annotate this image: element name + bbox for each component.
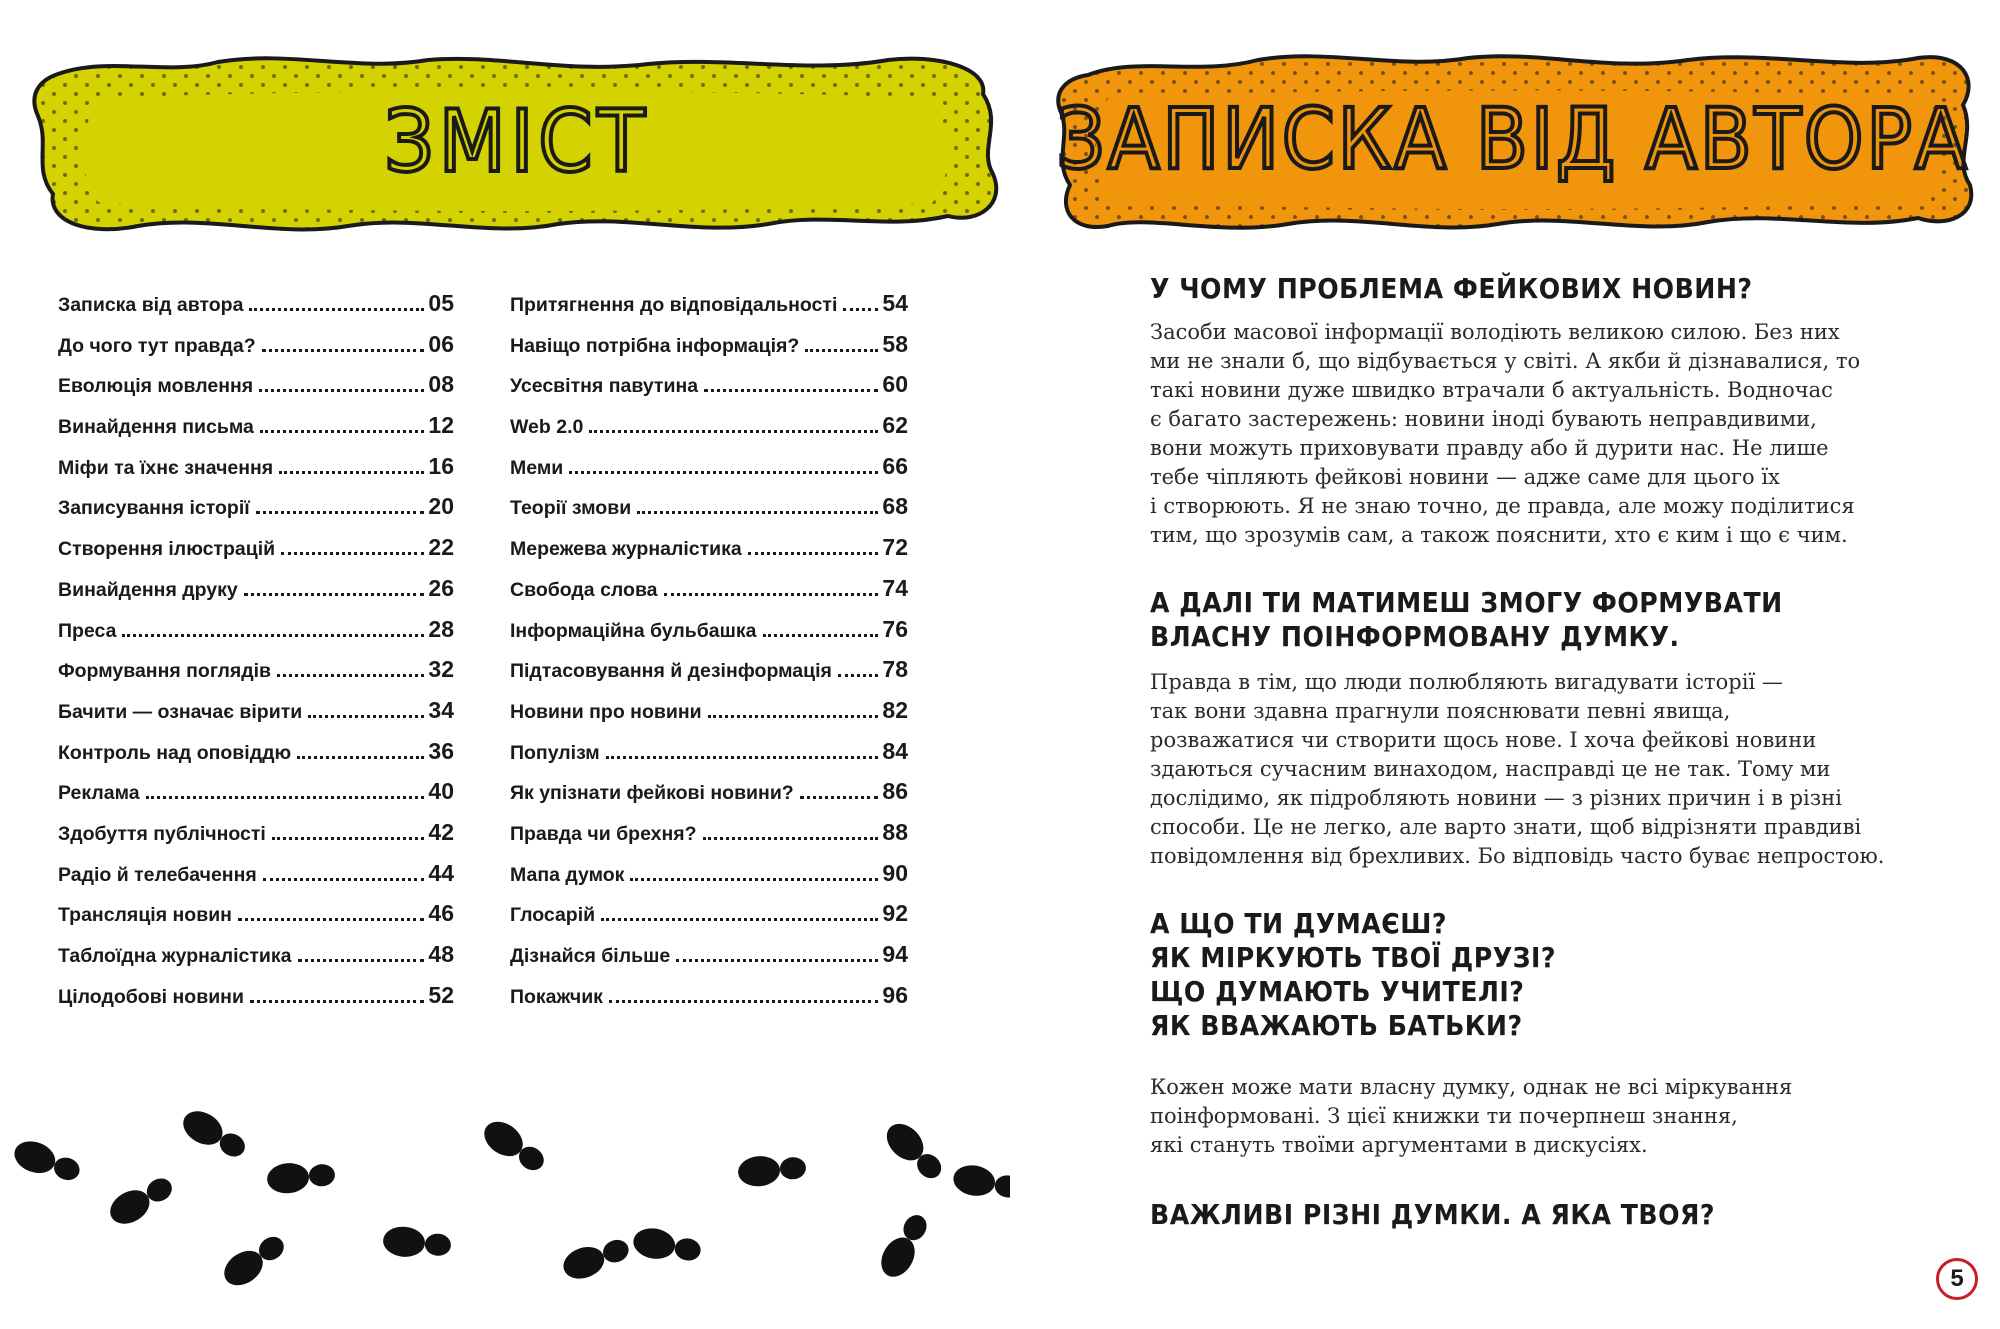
toc-dot-leader: [609, 1000, 878, 1003]
toc-entry: [58, 778, 454, 819]
toc-dot-leader: [843, 308, 878, 311]
toc-entry: [58, 819, 454, 860]
toc-entry-page: 92: [882, 900, 908, 927]
toc-dot-leader: [238, 918, 424, 921]
toc-entry-page: 66: [882, 452, 908, 479]
toc-entry-page: 36: [428, 737, 454, 764]
footprint-9: [631, 1225, 703, 1266]
toc-dot-leader: [297, 756, 424, 759]
toc-entry-title: Покажчик: [510, 985, 603, 1008]
toc-entry-page: 54: [882, 290, 908, 316]
footprint-6: [382, 1225, 452, 1261]
toc-entry: [510, 941, 908, 982]
toc-dot-leader: [244, 593, 425, 596]
toc-entry-title: Здобуття публічності: [58, 822, 266, 845]
toc-entry: [58, 900, 454, 941]
footprint-4: [266, 1159, 336, 1195]
toc-entry: [510, 412, 908, 453]
toc-entry: [510, 656, 908, 697]
footprint-10: [737, 1152, 807, 1188]
toc-dot-leader: [259, 389, 424, 392]
toc-dot-leader: [763, 634, 879, 637]
toc-entry-title: Цілодобові новини: [58, 985, 244, 1008]
toc-entry: [58, 738, 454, 779]
toc-entry: [58, 697, 454, 738]
toc-entry: [58, 534, 454, 575]
toc-entry: [510, 371, 908, 412]
toc-dot-leader: [250, 1000, 424, 1003]
author-note-title: ЗАПИСКА ВІД АВТОРА: [1056, 90, 1970, 188]
toc-entry: [58, 290, 454, 331]
toc-dot-leader: [262, 349, 425, 352]
toc-entry: [510, 778, 908, 819]
footprint-3: [177, 1105, 251, 1165]
toc-entry-title: Формування поглядів: [58, 660, 272, 683]
footprint-11: [880, 1117, 949, 1186]
toc-entry-title: Трансляція новин: [58, 904, 232, 927]
toc-entry-page: 86: [882, 778, 908, 805]
toc-entry-title: Радіо й телебачення: [58, 863, 257, 886]
toc-entry-page: 72: [882, 534, 908, 561]
footprint-13: [951, 1162, 1010, 1203]
toc-column-2: [510, 290, 908, 1022]
toc-entry-title: Усесвітня павутина: [510, 375, 699, 398]
toc-entry: [510, 860, 908, 901]
toc-entry: [58, 941, 454, 982]
toc-dot-leader: [569, 471, 878, 474]
toc-entry-title: Міфи та їхнє значення: [58, 456, 274, 479]
toc-entry: [510, 900, 908, 941]
toc-entry-title: Дізнайся більше: [510, 945, 671, 967]
toc-entry-title: Web 2.0: [510, 416, 584, 439]
toc-entry-page: 94: [882, 941, 908, 967]
toc-entry: [510, 534, 908, 575]
toc-dot-leader: [637, 511, 878, 514]
toc-entry-title: Таблоїдна журналістика: [58, 945, 292, 967]
toc-entry-title: Реклама: [58, 782, 140, 805]
footprint-7: [478, 1115, 551, 1179]
toc-entry-title: Теорії змови: [510, 497, 632, 520]
toc-entry: [58, 371, 454, 412]
toc-dot-leader: [272, 837, 425, 840]
toc-dot-leader: [676, 959, 878, 962]
toc-dot-leader: [838, 674, 878, 677]
toc-entry-page: 74: [882, 574, 908, 601]
toc-entry-page: 48: [428, 941, 454, 967]
toc-entry: [510, 575, 908, 616]
heading-form-opinion: А ДАЛІ ТИ МАТИМЕШ ЗМОГУ ФОРМУВАТИ ВЛАСНУ ПОІНФОРМОВАНУ ДУМКУ.: [1150, 586, 1783, 653]
toc-entry-title: Мережева журналістика: [510, 538, 742, 561]
toc-entry: [510, 453, 908, 494]
toc-entry: [58, 412, 454, 453]
toc-entry-page: 58: [882, 330, 908, 357]
contents-title: ЗМІСТ: [384, 92, 650, 192]
toc-entry: [58, 453, 454, 494]
toc-entry-title: Бачити — означає вірити: [58, 700, 303, 723]
toc-entry-page: 22: [428, 534, 454, 561]
toc-entry: [510, 616, 908, 657]
toc-dot-leader: [308, 715, 424, 718]
footprint-12: [875, 1209, 935, 1283]
toc-dot-leader: [589, 430, 878, 433]
toc-entry-page: 76: [882, 615, 908, 642]
author-note-article: [1150, 272, 1890, 1232]
toc-entry-page: 84: [882, 737, 908, 764]
toc-dot-leader: [805, 349, 878, 352]
toc-entry-page: 78: [882, 656, 908, 683]
toc-entry-page: 12: [428, 412, 454, 439]
toc-dot-leader: [630, 878, 878, 881]
toc-entry-page: 28: [428, 615, 454, 642]
toc-entry-page: 88: [882, 818, 908, 845]
toc-entry-page: 82: [882, 696, 908, 723]
toc-entry: [510, 331, 908, 372]
heading-fake-news-problem: У ЧОМУ ПРОБЛЕМА ФЕЙКОВИХ НОВИН?: [1150, 272, 1753, 305]
toc-entry: [58, 616, 454, 657]
toc-entry: [58, 331, 454, 372]
toc-dot-leader: [704, 389, 878, 392]
toc-entry-title: Новини про новини: [510, 700, 702, 723]
toc-entry-title: Створення ілюстрацій: [58, 538, 276, 561]
toc-dot-leader: [601, 918, 878, 921]
toc-entry: [510, 697, 908, 738]
toc-column-1: [58, 290, 454, 1022]
paragraph-media-power: Засоби масової інформації володіють великою силою. Без них ми не знали б, що відбувається у світі. А якби й дізнавалися, то такі новини дуже швидко втрачали б актуальність. Водночас є багато застережень: новини іноді бувають неправдивими, вони можуть приховувати правду або й дурити нас. Не лише тебе чіпляють фейкові новини — адже саме для цього їх і створюють. Я не знаю точно, де правда, але можу поділитися тим, що зрозумів сам, а також пояснити, хто є ким і що є чим.: [1150, 320, 1861, 547]
toc-entry-page: 08: [428, 371, 454, 398]
toc-entry-page: 16: [428, 452, 454, 479]
toc-dot-leader: [249, 308, 424, 311]
toc-entry-title: До чого тут правда?: [58, 334, 256, 357]
toc-entry-page: 20: [428, 493, 454, 520]
toc-dot-leader: [260, 430, 425, 433]
toc-dot-leader: [298, 959, 425, 962]
footprint-8: [559, 1233, 633, 1284]
toc-entry-page: 05: [428, 290, 454, 316]
toc-dot-leader: [279, 471, 424, 474]
toc-entry-title: Правда чи брехня?: [510, 822, 697, 845]
toc-entry-title: Записування історії: [58, 497, 250, 520]
toc-entry-page: 26: [428, 574, 454, 601]
toc-entry-title: Глосарій: [510, 904, 596, 927]
toc-entry-title: Інформаційна бульбашка: [510, 619, 757, 642]
toc-entry-page: 44: [428, 859, 454, 886]
footprint-2: [104, 1171, 178, 1231]
toc-entry-title: Притягнення до відповідальності: [510, 294, 838, 316]
toc-dot-leader: [800, 796, 879, 799]
toc-dot-leader: [277, 674, 424, 677]
toc-entry: [510, 290, 908, 331]
toc-entry-title: Преса: [58, 619, 117, 642]
toc-entry-page: 60: [882, 371, 908, 398]
footprints-icon: [0, 1080, 1010, 1329]
toc-entry-title: Навіщо потрібна інформація?: [510, 334, 800, 357]
toc-entry-title: Винайдення письма: [58, 416, 254, 439]
toc-entry-title: Популізм: [510, 741, 600, 764]
heading-questions: А ЩО ТИ ДУМАЄШ? ЯК МІРКУЮТЬ ТВОЇ ДРУЗІ? ЩО ДУМАЮТЬ УЧИТЕЛІ? ЯК ВВАЖАЮТЬ БАТЬКИ?: [1150, 907, 1557, 1042]
toc-entry-page: 68: [882, 493, 908, 520]
heading-your-opinion: ВАЖЛИВІ РІЗНІ ДУМКИ. А ЯКА ТВОЯ?: [1150, 1198, 1716, 1231]
page-number: 5: [1936, 1258, 1978, 1300]
toc-entry-page: 32: [428, 656, 454, 683]
toc-dot-leader: [263, 878, 425, 881]
paragraph-own-opinion: Кожен може мати власну думку, однак не всі міркування поінформовані. З цієї книжки ти почерпнеш знання, які стануть твоїми аргументами в дискусіях.: [1150, 1075, 1793, 1157]
toc-entry-title: Еволюція мовлення: [58, 375, 254, 398]
toc-entry-page: 52: [428, 981, 454, 1008]
toc-entry: [58, 982, 454, 1023]
toc-entry-title: Меми: [510, 456, 564, 479]
toc-dot-leader: [281, 552, 424, 555]
toc-entry-title: Записка від автора: [58, 294, 244, 316]
toc-entry-title: Свобода слова: [510, 578, 658, 601]
toc-entry-page: 90: [882, 859, 908, 886]
footprint-5: [218, 1229, 291, 1293]
contents-banner: [28, 54, 1006, 244]
toc-dot-leader: [748, 552, 879, 555]
toc-dot-leader: [708, 715, 879, 718]
paragraph-people-love-stories: Правда в тім, що люди полюбляють вигадувати історії — так вони здавна прагнули пояснювати певні явища, розважатися чи створити щось нове. І хоча фейкові новини здаються сучасним винаходом, насправді це не так. Тому ми дослідимо, як підробляють новини — з різних причин і в різні способи. Це не легко, але варто знати, щоб відрізняти правдиві повідомлення від брехливих. Бо відповідь часто буває непростою.: [1150, 670, 1885, 868]
toc-entry-page: 42: [428, 818, 454, 845]
toc-entry-title: Як упізнати фейкові новини?: [510, 782, 794, 805]
toc-entry-page: 40: [428, 778, 454, 805]
toc-dot-leader: [664, 593, 879, 596]
toc-entry-page: 06: [428, 330, 454, 357]
toc-entry: [58, 493, 454, 534]
toc-dot-leader: [146, 796, 425, 799]
toc-entry: [510, 738, 908, 779]
toc-entry: [510, 982, 908, 1023]
toc-entry-page: 46: [428, 900, 454, 927]
footprint-1: [10, 1136, 84, 1187]
toc-entry-page: 62: [882, 412, 908, 439]
toc-dot-leader: [256, 511, 425, 514]
toc-entry: [58, 656, 454, 697]
toc-dot-leader: [122, 634, 424, 637]
toc-entry: [58, 860, 454, 901]
toc-dot-leader: [703, 837, 879, 840]
toc-entry: [510, 819, 908, 860]
toc-entry-title: Винайдення друку: [58, 578, 238, 601]
toc-dot-leader: [606, 756, 879, 759]
toc-entry-title: Контроль над оповіддю: [58, 741, 292, 764]
toc-entry-page: 34: [428, 696, 454, 723]
toc-entry-title: Мапа думок: [510, 863, 625, 886]
toc-entry: [58, 575, 454, 616]
toc-entry-title: Підтасовування й дезінформація: [510, 660, 832, 683]
toc-entry-page: 96: [882, 981, 908, 1008]
toc-entry: [510, 493, 908, 534]
author-note-banner: [1048, 50, 1978, 240]
